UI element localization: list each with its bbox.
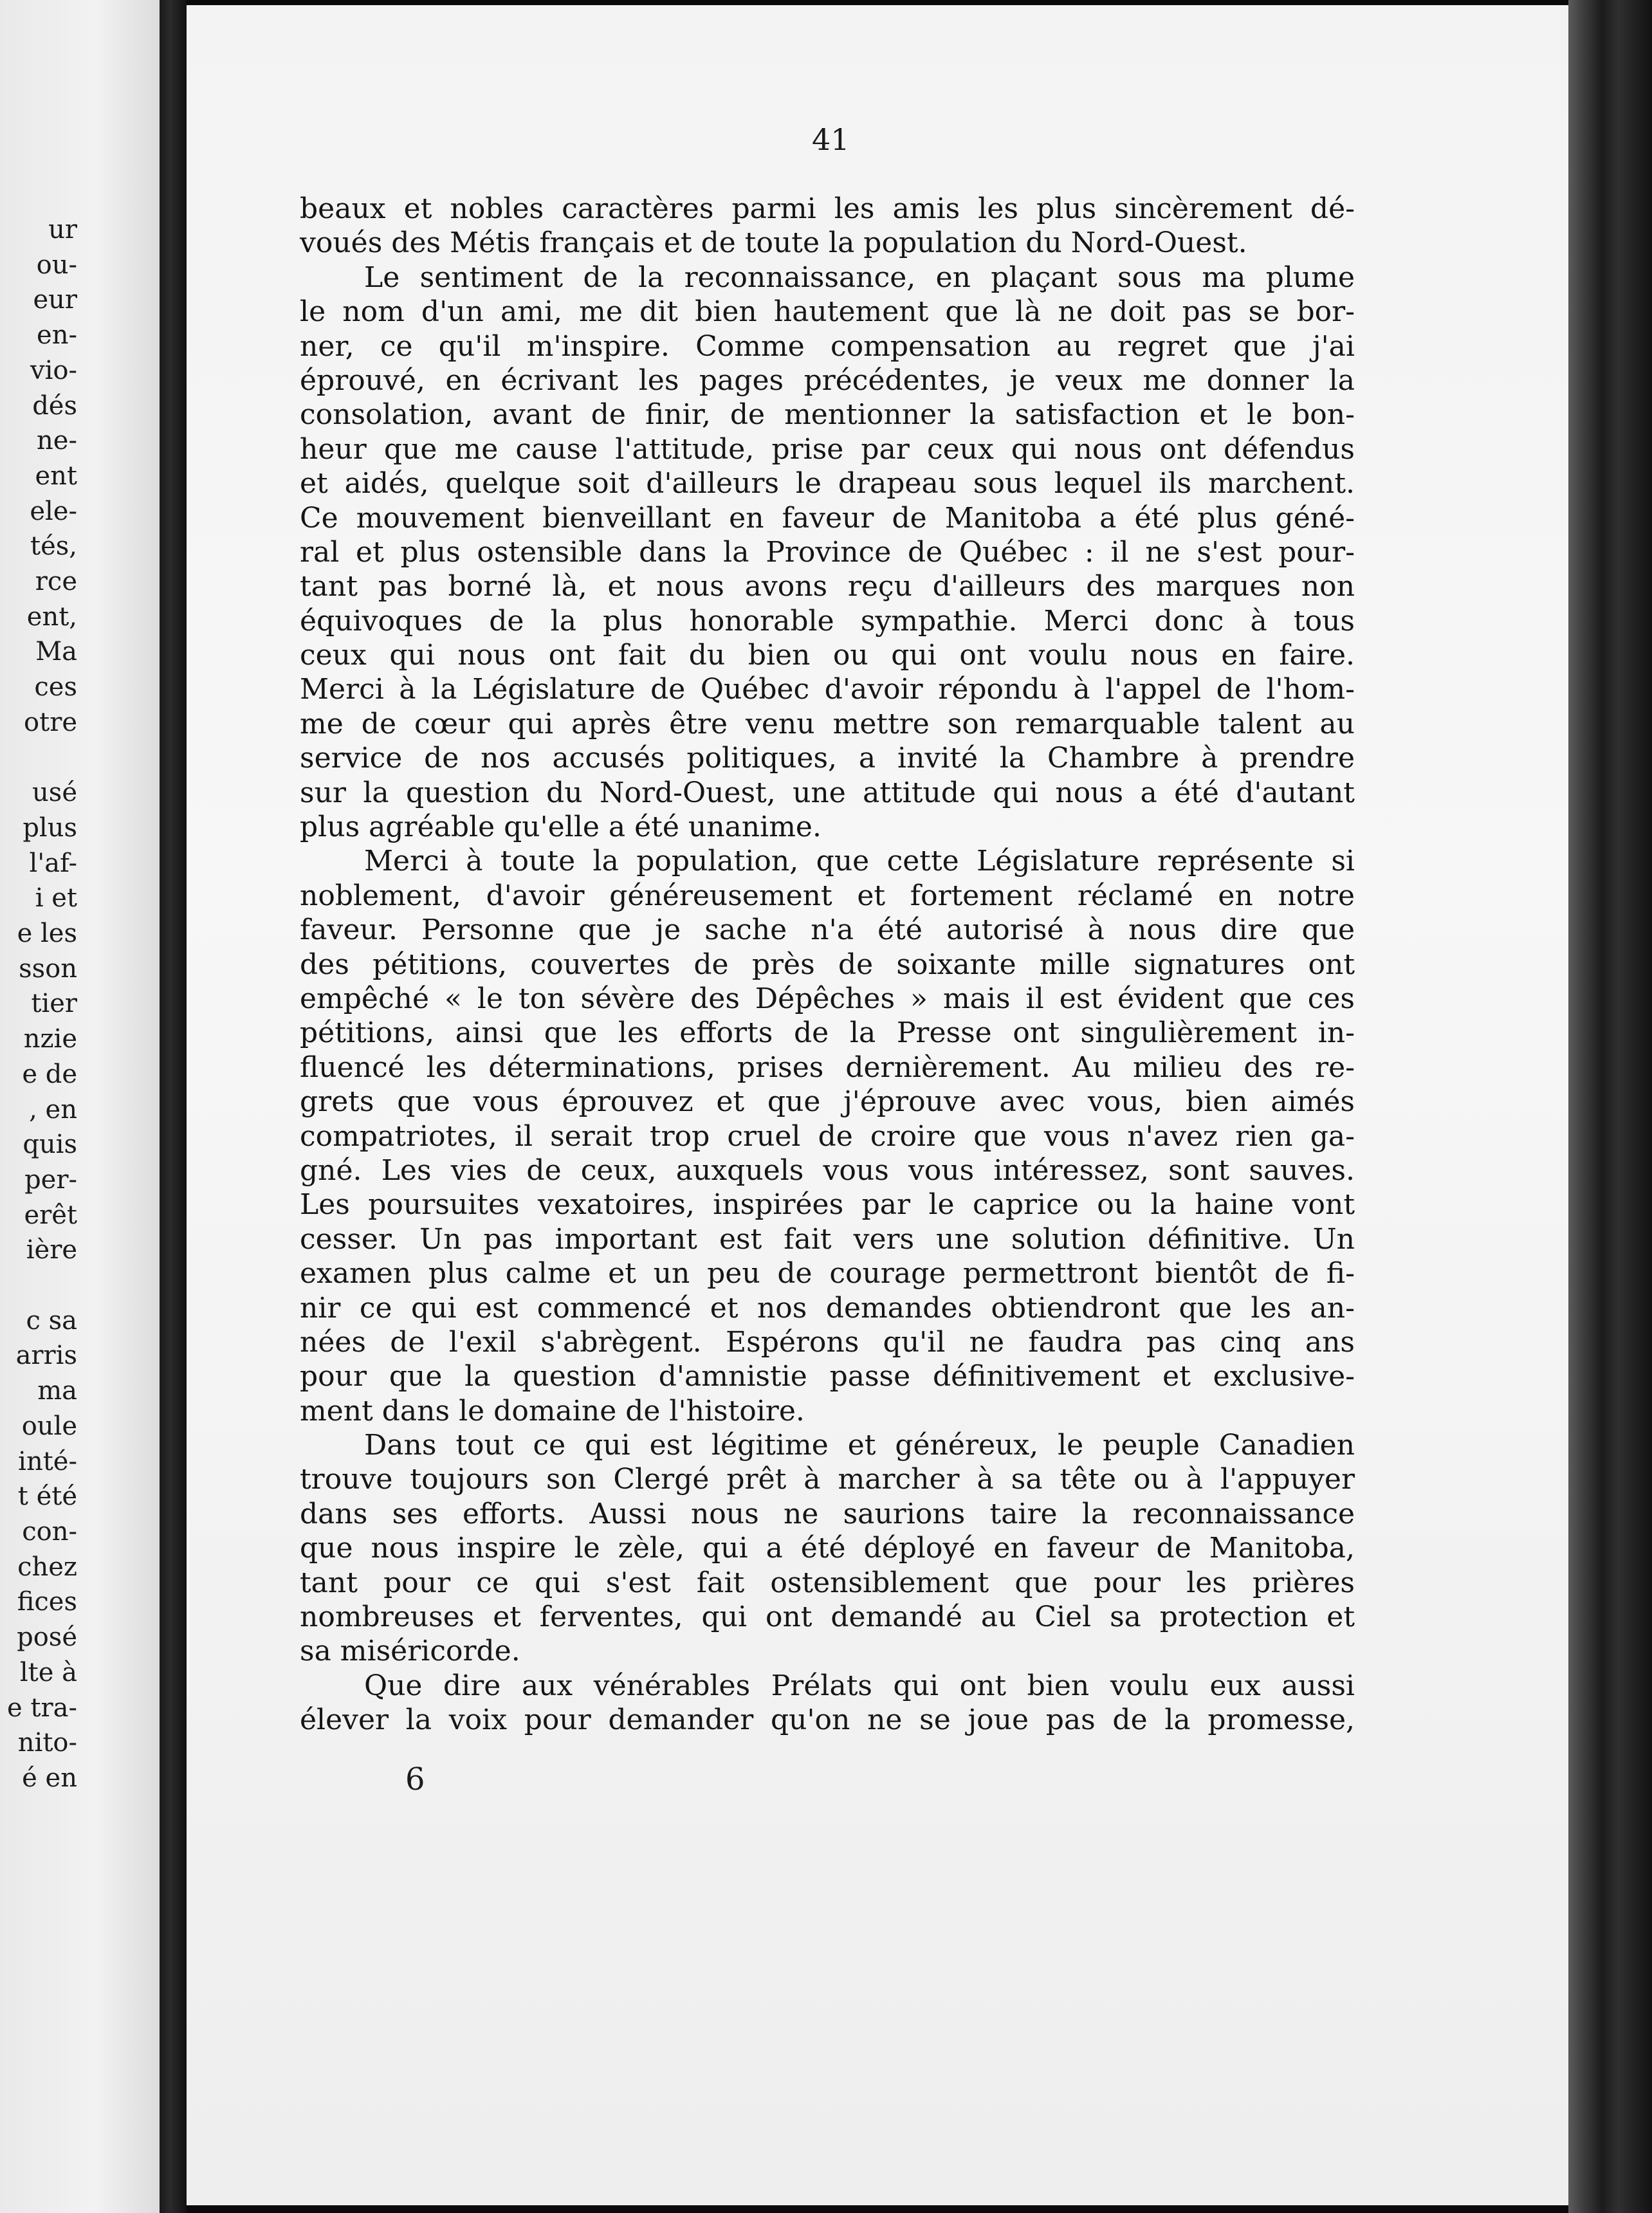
text-line: consolation, avant de finir, de mentionner la satisfaction et le bon- — [300, 398, 1355, 432]
facing-page-fragment: é en — [22, 1763, 77, 1793]
facing-page-fragment: plus — [23, 813, 77, 843]
facing-page-fragment: , en — [29, 1094, 77, 1125]
text-line: ner, ce qu'il m'inspire. Comme compensation au regret que j'ai — [300, 329, 1355, 363]
text-line: des pétitions, couvertes de près de soixante mille signatures ont — [300, 948, 1355, 981]
text-line: Merci à la Législature de Québec d'avoir répondu à l'appel de l'hom- — [300, 673, 1355, 706]
facing-page-fragment: dés — [32, 390, 77, 421]
text-line: compatriotes, il serait trop cruel de croire que vous n'avez rien ga- — [300, 1119, 1355, 1153]
text-line: me de cœur qui après être venu mettre son remarquable talent au — [300, 707, 1355, 740]
text-line: élever la voix pour demander qu'on ne se joue pas de la promesse, — [300, 1703, 1355, 1737]
text-line: Le sentiment de la reconnaissance, en plaçant sous ma plume — [364, 261, 1355, 294]
facing-page-fragment: ces — [34, 672, 77, 702]
facing-page-fragment: ma — [37, 1376, 77, 1406]
page-edge-shadow — [1568, 0, 1652, 2213]
text-line: dans ses efforts. Aussi nous ne saurions taire la reconnaissance — [300, 1497, 1355, 1530]
text-line: service de nos accusés politiques, a invité la Chambre à prendre — [300, 742, 1355, 775]
text-line: gné. Les vies de ceux, auxquels vous vous intéressez, sont sauves. — [300, 1153, 1355, 1187]
facing-page-fragment: ent, — [26, 601, 77, 632]
text-line: sa miséricorde. — [300, 1635, 520, 1668]
facing-page-fragment: lte à — [19, 1657, 77, 1687]
facing-page-fragment: l'af- — [29, 848, 77, 878]
page-number: 41 — [812, 122, 850, 157]
text-line: tant pas borné là, et nous avons reçu d'ailleurs des marques non — [300, 570, 1355, 603]
text-line: équivoques de la plus honorable sympathie. Merci donc à tous — [300, 604, 1355, 638]
facing-page-fragment: erêt — [24, 1200, 77, 1230]
text-line: voués des Métis français et de toute la population du Nord-Ouest. — [300, 226, 1247, 260]
text-line: empêché « le ton sévère des Dépêches » mais il est évident que ces — [300, 982, 1355, 1015]
text-line: tant pour ce qui s'est fait ostensiblement que pour les prières — [300, 1566, 1355, 1599]
facing-page-fragment: Ma — [35, 637, 77, 667]
text-line: nir ce qui est commencé et nos demandes obtiendront que les an- — [300, 1291, 1355, 1325]
facing-page-fragment: ou- — [36, 250, 77, 280]
text-line: pétitions, ainsi que les efforts de la Presse ont singulièrement in- — [300, 1016, 1355, 1050]
facing-page-fragment: e tra- — [7, 1693, 77, 1723]
facing-page-fragment: arris — [15, 1341, 77, 1371]
book-gutter — [160, 0, 187, 2213]
facing-page-fragment: nito- — [17, 1728, 77, 1758]
facing-page-edge — [0, 0, 160, 2213]
text-line: noblement, d'avoir généreusement et fortement réclamé en notre — [300, 879, 1355, 912]
text-line: faveur. Personne que je sache n'a été autorisé à nous dire que — [300, 914, 1355, 947]
facing-page-fragment — [0, 740, 77, 776]
facing-page-fragment: c sa — [26, 1305, 77, 1336]
text-line: pour que la question d'amnistie passe définitivement et exclusive- — [300, 1360, 1355, 1393]
text-line: nombreuses et ferventes, qui ont demandé au Ciel sa protection et — [300, 1601, 1355, 1634]
text-line: heur que me cause l'attitude, prise par ceux qui nous ont défendus — [300, 432, 1355, 466]
text-line: grets que vous éprouvez et que j'éprouve avec vous, bien aimés — [300, 1085, 1355, 1119]
facing-page-fragment: ne- — [37, 426, 77, 456]
facing-page-fragment: posé — [17, 1622, 77, 1653]
facing-page-fragment: sson — [19, 953, 77, 984]
facing-page-fragment: t été — [17, 1482, 77, 1512]
facing-page-fragment: ent — [35, 461, 77, 491]
text-line: ceux qui nous ont fait du bien ou qui ont voulu nous en faire. — [300, 639, 1355, 672]
text-line: le nom d'un ami, me dit bien hautement que là ne doit pas se bor- — [300, 295, 1355, 329]
facing-page-fragment: en- — [37, 320, 77, 351]
facing-page-fragment: oule — [21, 1411, 77, 1441]
facing-page-fragment: ele- — [30, 496, 77, 526]
facing-page-fragment: tier — [31, 989, 77, 1019]
text-line: fluencé les déterminations, prises dernièrement. Au milieu des re- — [300, 1051, 1355, 1084]
text-line: trouve toujours son Clergé prêt à marcher à sa tête ou à l'appuyer — [300, 1463, 1355, 1496]
facing-page-fragment: otre — [24, 707, 77, 737]
facing-page-fragment: per- — [24, 1164, 77, 1195]
text-line: éprouvé, en écrivant les pages précédentes, je veux me donner la — [300, 363, 1355, 397]
facing-page-fragment: chez — [17, 1552, 77, 1582]
text-line: que nous inspire le zèle, qui a été déployé en faveur de Manitoba, — [300, 1532, 1355, 1565]
facing-page-fragment: eur — [33, 285, 77, 315]
facing-page-fragment: vio- — [30, 355, 77, 385]
text-line: ral et plus ostensible dans la Province de Québec : il ne s'est pour- — [300, 535, 1355, 569]
facing-page-fragment: fices — [17, 1587, 77, 1617]
text-line: examen plus calme et un peu de courage permettront bientôt de fi- — [300, 1257, 1355, 1290]
text-line: Merci à toute la population, que cette Législature représente si — [364, 845, 1355, 878]
text-line: et aidés, quelque soit d'ailleurs le drapeau sous lequel ils marchent. — [300, 467, 1355, 500]
facing-page-fragment: e les — [17, 919, 77, 949]
text-line: beaux et nobles caractères parmi les amis les plus sincèrement dé- — [300, 192, 1355, 225]
facing-page-fragment: nzie — [23, 1024, 77, 1054]
facing-page-fragment: ière — [26, 1235, 77, 1265]
text-line: cesser. Un pas important est fait vers une solution définitive. Un — [300, 1222, 1355, 1256]
text-line: ment dans le domaine de l'histoire. — [300, 1394, 805, 1428]
text-line: Ce mouvement bienveillant en faveur de Manitoba a été plus géné- — [300, 501, 1355, 535]
facing-page-fragment: ur — [48, 215, 77, 244]
facing-page-fragment: inté- — [18, 1446, 77, 1476]
facing-page-fragment: tés, — [30, 531, 77, 562]
text-line: Dans tout ce qui est légitime et généreux, le peuple Canadien — [364, 1429, 1355, 1462]
signature-mark: 6 — [405, 1761, 425, 1797]
facing-page-fragment: e de — [22, 1059, 77, 1089]
facing-page-fragments — [0, 212, 77, 1796]
facing-page-fragment: usé — [32, 778, 77, 808]
facing-page-fragment: rce — [35, 567, 77, 597]
facing-page-fragment: quis — [23, 1130, 77, 1160]
text-line: sur la question du Nord-Ouest, une attitude qui nous a été d'autant — [300, 776, 1355, 809]
facing-page-fragment: con- — [22, 1516, 77, 1547]
text-line: Les poursuites vexatoires, inspirées par le caprice ou la haine vont — [300, 1188, 1355, 1222]
text-line: nées de l'exil s'abrègent. Espérons qu'il ne faudra pas cinq ans — [300, 1325, 1355, 1359]
text-line: plus agréable qu'elle a été unanime. — [300, 811, 821, 844]
body-text — [300, 192, 1355, 1738]
text-line: Que dire aux vénérables Prélats qui ont bien voulu eux aussi — [364, 1669, 1355, 1702]
facing-page-fragment: i et — [35, 883, 77, 914]
facing-page-fragment — [0, 1268, 77, 1303]
